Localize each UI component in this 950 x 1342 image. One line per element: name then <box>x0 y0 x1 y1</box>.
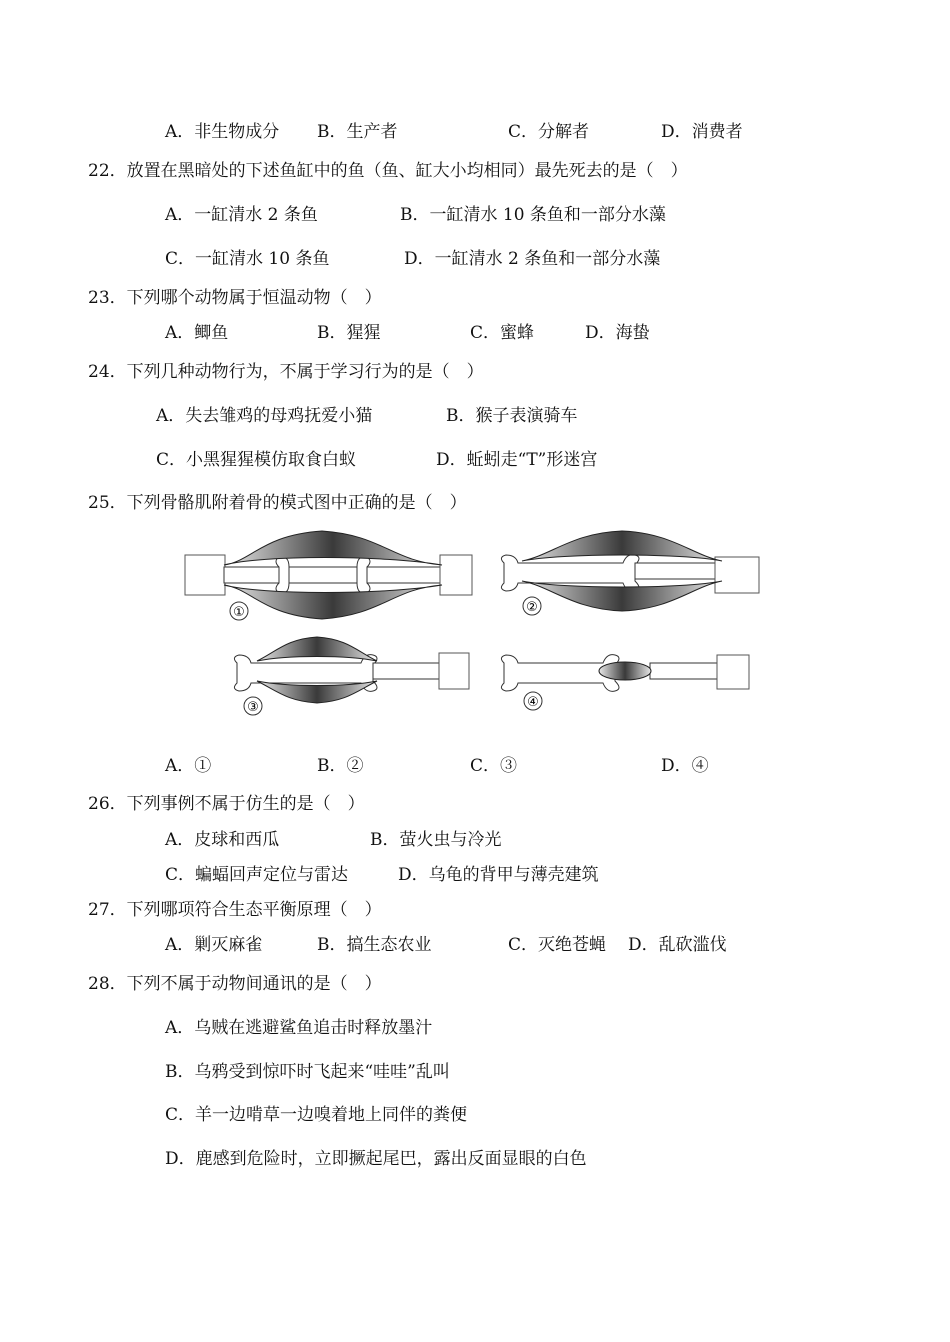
q26-option-c: C．蝙蝠回声定位与雷达 <box>165 865 349 885</box>
q25-option-c: C．③ <box>470 756 518 776</box>
q27-option-d: D．乱砍滥伐 <box>628 935 727 955</box>
q21-option-a: A．非生物成分 <box>165 122 280 142</box>
q26-stem: 26．下列事例不属于仿生的是（ ） <box>88 794 365 814</box>
q24-stem: 24．下列几种动物行为，不属于学习行为的是（ ） <box>88 362 484 382</box>
q24-option-b: B．猴子表演骑车 <box>446 406 578 426</box>
q22-option-b: B．一缸清水 10 条鱼和一部分水藻 <box>400 205 666 225</box>
q26-option-a: A．皮球和西瓜 <box>165 830 280 850</box>
q24-option-d: D．蚯蚓走“T”形迷宫 <box>436 450 598 470</box>
q23-stem: 23．下列哪个动物属于恒温动物（ ） <box>88 288 382 308</box>
q23-option-b: B．猩猩 <box>317 323 381 343</box>
q21-option-d: D．消费者 <box>661 122 743 142</box>
q23-option-c: C．蜜蜂 <box>470 323 535 343</box>
q25-option-a: A．① <box>165 756 212 776</box>
q26-option-d: D．乌龟的背甲与薄壳建筑 <box>398 865 599 885</box>
q26-option-b: B．萤火虫与冷光 <box>370 830 502 850</box>
diagram-3-label: ③ <box>247 700 259 715</box>
q28-option-d: D．鹿感到危险时，立即撅起尾巴，露出反面显眼的白色 <box>165 1149 587 1169</box>
diagram-1-label: ① <box>233 605 245 620</box>
diagram-2 <box>501 531 759 615</box>
q22-option-a: A．一缸清水 2 条鱼 <box>165 205 318 225</box>
q25-option-b: B．② <box>317 756 364 776</box>
q27-option-c: C．灭绝苍蝇 <box>508 935 607 955</box>
q27-option-a: A．剿灭麻雀 <box>165 935 263 955</box>
q21-option-b: B．生产者 <box>317 122 398 142</box>
q28-option-b: B．乌鸦受到惊吓时飞起来“哇哇”乱叫 <box>165 1062 450 1082</box>
q27-stem: 27．下列哪项符合生态平衡原理（ ） <box>88 900 382 920</box>
q22-option-c: C．一缸清水 10 条鱼 <box>165 249 330 269</box>
diagram-4 <box>501 655 749 710</box>
q23-option-d: D．海蛰 <box>585 323 650 343</box>
q28-option-a: A．乌贼在逃避鲨鱼追击时释放墨汁 <box>165 1018 433 1038</box>
q23-option-a: A．鲫鱼 <box>165 323 229 343</box>
q25-stem: 25．下列骨骼肌附着骨的模式图中正确的是（ ） <box>88 493 467 513</box>
muscle-bone-figure <box>182 525 772 725</box>
diagram-3 <box>234 637 469 715</box>
q27-option-b: B．搞生态农业 <box>317 935 432 955</box>
q28-stem: 28．下列不属于动物间通讯的是（ ） <box>88 974 382 994</box>
diagram-2-label: ② <box>526 600 538 615</box>
q22-stem: 22．放置在黑暗处的下述鱼缸中的鱼（鱼、缸大小均相同）最先死去的是（ ） <box>88 161 688 181</box>
q21-option-c: C．分解者 <box>508 122 590 142</box>
diagram-4-label: ④ <box>527 695 539 710</box>
q22-option-d: D．一缸清水 2 条鱼和一部分水藻 <box>404 249 661 269</box>
q28-option-c: C．羊一边啃草一边嗅着地上同伴的粪便 <box>165 1105 468 1125</box>
q24-option-c: C．小黑猩猩模仿取食白蚁 <box>156 450 357 470</box>
diagram-1 <box>185 531 472 620</box>
q24-option-a: A．失去雏鸡的母鸡抚爱小猫 <box>156 406 373 426</box>
q25-option-d: D．④ <box>661 756 709 776</box>
